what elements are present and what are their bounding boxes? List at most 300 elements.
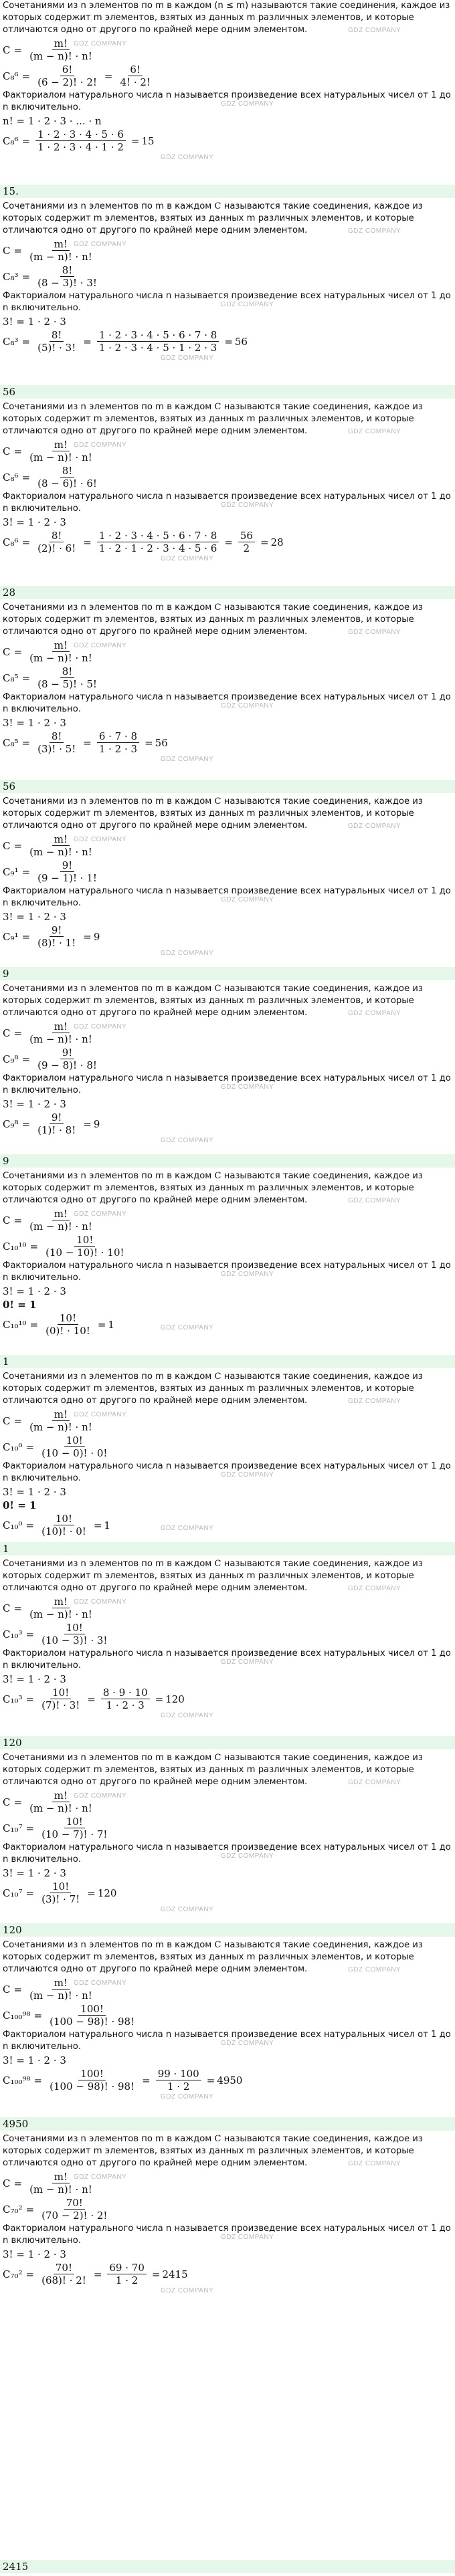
general-lhs: C xyxy=(3,2177,11,2189)
intermediate-fraction xyxy=(39,2262,88,2286)
substituted-fraction-numerator: 8! xyxy=(60,665,75,678)
result-value: 28 xyxy=(270,536,284,548)
definition-head: Сочетаниями из n элементов по m в каждом xyxy=(3,402,212,412)
final-formula xyxy=(3,1881,452,1905)
combination-symbol: C₁₀⁰ xyxy=(3,1440,23,1453)
definition-symbol: C xyxy=(211,402,224,412)
factorial-example: 3! = 1 · 2 · 3 xyxy=(3,316,66,328)
intermediate-fraction xyxy=(35,730,78,755)
intermediate-fraction xyxy=(48,2068,136,2092)
factorial-definition: Факториалом натурального числа n называется произведение всех натуральных чисел от 1 до n включительно. xyxy=(3,1261,451,1283)
zero-factorial: 0! = 1 xyxy=(3,1499,37,1511)
expanded-fraction xyxy=(97,730,139,755)
factorial-definition: Факториалом натурального числа n называется произведение всех натуральных чисел от 1 до n включительно. xyxy=(3,1073,451,1095)
equals-sign: = xyxy=(87,1693,96,1705)
substitution-formula xyxy=(3,1047,452,1071)
substituted-fraction-numerator: 10! xyxy=(64,1622,85,1634)
equals-sign: = xyxy=(21,536,31,548)
substituted-fraction-denominator: (8 − 3)! · 3! xyxy=(37,277,97,289)
watermark-logo: GDZ COMPANY xyxy=(348,1398,401,1405)
combination-symbol: C₈⁵ xyxy=(3,671,19,684)
equals-sign: = xyxy=(25,1628,35,1640)
problem-block xyxy=(0,602,455,796)
general-numerator: m! xyxy=(52,2171,70,2183)
watermark-logo: GDZ COMPANY xyxy=(221,502,274,509)
combination-symbol: C₈⁶ xyxy=(3,471,19,484)
equals-sign: = xyxy=(83,335,92,348)
answer-bar: 9 xyxy=(0,1154,455,1168)
intermediate-fraction-numerator: 10! xyxy=(50,1687,71,1699)
equals-sign: = xyxy=(83,536,92,548)
definition-head: Сочетаниями из n элементов по m в каждом xyxy=(3,201,212,211)
general-denominator: (m − n)! · n! xyxy=(29,451,92,463)
combination-symbol: C₁₀³ xyxy=(3,1628,23,1640)
equals-sign: = xyxy=(104,70,113,82)
substituted-fraction-denominator: (8 − 5)! · 5! xyxy=(37,678,97,690)
general-fraction xyxy=(27,639,94,664)
watermark-logo: GDZ COMPANY xyxy=(348,1010,401,1017)
equals-sign: = xyxy=(29,1318,39,1331)
answer-bar: 15. xyxy=(0,185,455,198)
final-formula xyxy=(3,530,452,554)
intermediate-fraction-numerator: 10! xyxy=(50,1881,71,1893)
expanded-fraction-denominator: 1 · 2 · 1 · 2 · 3 · 4 · 5 · 6 xyxy=(98,542,217,554)
definition-symbol: C xyxy=(211,796,224,807)
general-numerator: m! xyxy=(52,833,70,846)
combination-symbol: C₇₀² xyxy=(3,2268,23,2280)
factorial-example: n! = 1 · 2 · 3 · ... · n xyxy=(3,115,102,127)
intermediate-fraction xyxy=(35,329,78,354)
result-value: 120 xyxy=(97,1887,117,1899)
definition-paragraph xyxy=(3,1558,452,1594)
general-numerator: m! xyxy=(52,238,70,251)
substitution-formula xyxy=(3,465,452,490)
substituted-fraction-numerator: 10! xyxy=(64,1816,85,1828)
substituted-fraction-numerator: 6! xyxy=(60,64,75,76)
combination-symbol: C₈⁶ xyxy=(3,134,19,147)
combination-symbol: C₉¹ xyxy=(3,865,19,878)
factorial-example: 3! = 1 · 2 · 3 xyxy=(3,1098,66,1110)
watermark-logo: GDZ COMPANY xyxy=(221,2234,274,2241)
general-numerator: m! xyxy=(52,1977,70,1990)
substituted-fraction xyxy=(35,1047,99,1071)
general-numerator: m! xyxy=(52,439,70,451)
general-lhs: C xyxy=(3,1602,11,1614)
problem-block xyxy=(0,983,455,1170)
intermediate-fraction-numerator: 100! xyxy=(78,2068,106,2080)
general-numerator: m! xyxy=(52,1596,70,1608)
equals-sign: = xyxy=(97,1318,106,1331)
problem-block xyxy=(0,201,455,401)
substituted-fraction-denominator: (9 − 8)! · 8! xyxy=(37,1059,97,1071)
final-formula xyxy=(3,924,452,949)
general-fraction xyxy=(27,1021,94,1045)
equals-sign: = xyxy=(93,2268,102,2280)
equals-sign: = xyxy=(13,2177,23,2189)
watermark-logo: GDZ COMPANY xyxy=(348,1197,401,1204)
equals-sign: = xyxy=(25,1822,35,1834)
factorial-example: 3! = 1 · 2 · 3 xyxy=(3,717,66,729)
equals-sign: = xyxy=(25,1519,35,1531)
watermark-logo: GDZ COMPANY xyxy=(161,950,214,957)
general-lhs: C xyxy=(3,244,11,257)
equals-sign: = xyxy=(151,2268,161,2280)
general-lhs: C xyxy=(3,839,11,852)
general-denominator: (m − n)! · n! xyxy=(29,846,92,858)
general-fraction xyxy=(27,439,94,463)
factorial-example: 3! = 1 · 2 · 3 xyxy=(3,911,66,923)
general-denominator: (m − n)! · n! xyxy=(29,251,92,263)
definition-paragraph xyxy=(3,401,452,437)
general-numerator: m! xyxy=(52,1790,70,1802)
equals-sign: = xyxy=(83,736,92,749)
general-lhs: C xyxy=(3,445,11,457)
substituted-fraction-denominator: (8 − 6)! · 6! xyxy=(37,477,97,490)
general-denominator: (m − n)! · n! xyxy=(29,1608,92,1620)
reduced-fraction-numerator: 56 xyxy=(238,530,255,542)
result-value: 15 xyxy=(141,134,155,147)
watermark-logo: GDZ COMPANY xyxy=(221,1852,274,1860)
definition-paragraph xyxy=(3,1371,452,1407)
general-denominator: (m − n)! · n! xyxy=(29,2183,92,2195)
problem-block xyxy=(0,1939,455,2133)
general-formula xyxy=(3,639,452,664)
combination-symbol: C₈⁶ xyxy=(3,536,19,548)
combination-symbol: C₉¹ xyxy=(3,930,19,943)
equals-sign: = xyxy=(260,536,269,548)
general-formula xyxy=(3,1790,452,1814)
definition-head: Сочетаниями из n элементов по m в каждом xyxy=(3,1559,212,1569)
general-denominator: (m − n)! · n! xyxy=(29,1802,92,1814)
expanded-fraction xyxy=(107,2262,146,2286)
definition-head: Сочетаниями из n элементов по m в каждом xyxy=(3,1753,212,1763)
general-fraction xyxy=(27,1208,94,1232)
expanded-fraction-numerator: 1 · 2 · 3 · 4 · 5 · 6 xyxy=(35,128,126,141)
definition-head: Сочетаниями из n элементов по m в каждом xyxy=(3,1940,212,1950)
substitution-formula xyxy=(3,2003,452,2028)
substituted-fraction-numerator: 8! xyxy=(60,264,75,277)
intermediate-fraction xyxy=(43,1312,92,1337)
simplified-fraction-numerator: 6! xyxy=(128,64,143,76)
combination-symbol: C₁₀⁰ xyxy=(3,1519,23,1531)
intermediate-fraction-numerator: 8! xyxy=(50,329,64,342)
substituted-fraction-numerator: 10! xyxy=(74,1234,95,1247)
definition-tail: называются такие соединения, каждое из которых содержит m элементов, взятых из данных m различных элементов, и которые отличаются одно от другого по крайней мере одним элементом. xyxy=(3,984,423,1018)
watermark-logo: GDZ COMPANY xyxy=(348,1966,401,1973)
watermark-logo: GDZ COMPANY xyxy=(74,241,127,248)
combination-symbol: C₉⁸ xyxy=(3,1117,19,1130)
equals-sign: = xyxy=(83,1117,92,1130)
definition-head: Сочетаниями из n элементов по m в каждом xyxy=(3,796,212,807)
intermediate-fraction xyxy=(35,924,78,949)
result-value: 1 xyxy=(104,1519,110,1531)
definition-tail: называются такие соединения, каждое из которых содержит m элементов, взятых из данных m различных элементов, и которые отличаются одно от другого по крайней мере одним элементом. xyxy=(3,1372,423,1406)
equals-sign: = xyxy=(130,134,140,147)
result-value: 4950 xyxy=(217,2074,243,2086)
combination-symbol: C₇₀² xyxy=(3,2203,23,2216)
watermark-logo: GDZ COMPANY xyxy=(74,1023,127,1031)
combination-symbol: C₁₀₀⁹⁸ xyxy=(3,2009,31,2022)
problem-block xyxy=(0,401,455,602)
watermark-logo: GDZ COMPANY xyxy=(74,1210,127,1218)
intermediate-fraction-denominator: (3)! · 5! xyxy=(37,743,76,755)
watermark-logo: GDZ COMPANY xyxy=(74,441,127,449)
answer-bar: 28 xyxy=(0,586,455,599)
definition-tail: называются такие соединения, каждое из которых содержит m элементов, взятых из данных m различных элементов, и которые отличаются одно от другого по крайней мере одним элементом. xyxy=(3,1559,423,1593)
intermediate-fraction-numerator: 70! xyxy=(54,2262,74,2274)
watermark-logo: GDZ COMPANY xyxy=(161,1712,214,1719)
equals-sign: = xyxy=(21,70,31,82)
equals-sign: = xyxy=(206,2074,215,2086)
final-formula xyxy=(3,1312,452,1337)
reduced-fraction xyxy=(238,530,255,554)
watermark-logo: GDZ COMPANY xyxy=(348,227,401,235)
substituted-fraction-denominator: (100 − 98)! · 98! xyxy=(50,2016,135,2028)
result-value: 9 xyxy=(93,930,100,943)
intermediate-fraction-denominator: (2)! · 6! xyxy=(37,542,76,554)
watermark-logo: GDZ COMPANY xyxy=(221,100,274,108)
watermark-logo: GDZ COMPANY xyxy=(221,1271,274,1278)
equals-sign: = xyxy=(13,1414,23,1427)
answer-bar: 9 xyxy=(0,967,455,980)
factorial-definition: Факториалом натурального числа n называется произведение всех натуральных чисел от 1 до n включительно. xyxy=(3,1461,451,1483)
combination-symbol: C₁₀¹⁰ xyxy=(3,1318,27,1331)
expanded-fraction-denominator: 1 · 2 · 3 · 4 · 1 · 2 xyxy=(37,141,124,153)
problem-block xyxy=(0,0,455,201)
result-value: 1 xyxy=(108,1318,114,1331)
expanded-fraction-numerator: 1 · 2 · 3 · 4 · 5 · 6 · 7 · 8 xyxy=(97,530,219,542)
substituted-fraction xyxy=(35,64,99,88)
general-formula xyxy=(3,439,452,463)
general-denominator: (m − n)! · n! xyxy=(29,1220,92,1232)
general-formula xyxy=(3,1208,452,1232)
general-lhs: C xyxy=(3,1414,11,1427)
definition-tail: называются такие соединения, каждое из которых содержит m элементов, взятых из данных m различных элементов, и которые отличаются одно от другого по крайней мере одним элементом. xyxy=(3,603,423,637)
equals-sign: = xyxy=(21,930,31,943)
general-fraction xyxy=(27,238,94,263)
substituted-fraction-denominator: (10 − 7)! · 7! xyxy=(41,1828,108,1840)
simplified-fraction-denominator: 4! · 2! xyxy=(120,76,151,88)
substitution-formula xyxy=(3,64,452,88)
substitution-formula xyxy=(3,1622,452,1646)
expanded-fraction-numerator: 1 · 2 · 3 · 4 · 5 · 6 · 7 · 8 xyxy=(97,329,219,342)
problem-block xyxy=(0,1170,455,1371)
definition-paragraph xyxy=(3,602,452,638)
expanded-fraction xyxy=(156,2068,201,2092)
substituted-fraction-numerator: 9! xyxy=(60,859,75,872)
general-formula xyxy=(3,238,452,263)
general-lhs: C xyxy=(3,645,11,658)
combination-symbol: C₈³ xyxy=(3,335,19,348)
expanded-fraction xyxy=(101,1687,150,1711)
final-formula xyxy=(3,1513,452,1537)
answer-bar: 120 xyxy=(0,1923,455,1937)
expanded-fraction-denominator: 1 · 2 · 3 · 4 · 5 · 1 · 2 · 3 xyxy=(98,342,217,354)
substituted-fraction-denominator: (6 − 2)! · 2! xyxy=(37,76,97,88)
equals-sign: = xyxy=(21,1053,31,1065)
final-formula xyxy=(3,1687,452,1711)
definition-paragraph xyxy=(3,1170,452,1206)
intermediate-fraction xyxy=(35,1111,78,1136)
general-numerator: m! xyxy=(52,1408,70,1421)
result-value: 9 xyxy=(93,1117,100,1130)
answer-bar: 1 xyxy=(0,1542,455,1555)
substituted-fraction-denominator: (10 − 3)! · 3! xyxy=(41,1634,108,1646)
factorial-example: 3! = 1 · 2 · 3 xyxy=(3,1673,66,1685)
definition-tail: называются такие соединения, каждое из которых содержит m элементов, взятых из данных m различных элементов, и которые отличаются одно от другого по крайней мере одним элементом. xyxy=(3,201,423,235)
equals-sign: = xyxy=(13,1214,23,1226)
definition-symbol: C xyxy=(211,1372,224,1382)
factorial-definition: Факториалом натурального числа n называется произведение всех натуральных чисел от 1 до n включительно. xyxy=(3,1842,451,1864)
watermark-logo: GDZ COMPANY xyxy=(74,1598,127,1606)
equals-sign: = xyxy=(13,244,23,257)
watermark-logo: GDZ COMPANY xyxy=(161,756,214,763)
substituted-fraction xyxy=(39,2197,109,2222)
result-value: 56 xyxy=(234,335,248,348)
substitution-formula xyxy=(3,859,452,884)
watermark-logo: GDZ COMPANY xyxy=(221,1658,274,1666)
substituted-fraction xyxy=(35,264,99,289)
substituted-fraction xyxy=(39,1816,109,1840)
general-lhs: C xyxy=(3,1796,11,1808)
factorial-definition: Факториалом натурального числа n называется произведение всех натуральных чисел от 1 до n включительно. xyxy=(3,2030,451,2052)
intermediate-fraction-denominator: (3)! · 7! xyxy=(41,1893,80,1905)
combination-symbol: C₁₀⁷ xyxy=(3,1887,23,1899)
general-numerator: m! xyxy=(52,1208,70,1220)
substituted-fraction xyxy=(35,665,99,690)
equals-sign: = xyxy=(29,1240,39,1253)
general-denominator: (m − n)! · n! xyxy=(29,1990,92,2002)
definition-tail: называются такие соединения, каждое из которых содержит m элементов, взятых из данных m различных элементов, и которые отличаются одно от другого по крайней мере одним элементом. xyxy=(3,402,423,436)
watermark-logo: GDZ COMPANY xyxy=(74,1979,127,1987)
watermark-logo: GDZ COMPANY xyxy=(221,702,274,710)
substituted-fraction-denominator: (70 − 2)! · 2! xyxy=(41,2210,108,2222)
expanded-fraction xyxy=(97,329,219,354)
intermediate-fraction xyxy=(39,1881,82,1905)
definition-tail: называются такие соединения, каждое из которых содержит m элементов, взятых из данных m различных элементов, и которые отличаются одно от другого по крайней мере одним элементом. xyxy=(3,1753,423,1787)
general-formula xyxy=(3,37,452,62)
factorial-definition: Факториалом натурального числа n называется произведение всех натуральных чисел от 1 до n включительно. xyxy=(3,492,451,514)
definition-symbol: C xyxy=(211,1753,224,1763)
equals-sign: = xyxy=(21,335,31,348)
expanded-fraction-denominator: 1 · 2 xyxy=(115,2274,139,2286)
definition-paragraph xyxy=(3,1752,452,1788)
substitution-formula xyxy=(3,2197,452,2222)
general-fraction xyxy=(27,1977,94,2002)
definition-paragraph xyxy=(3,1939,452,1975)
intermediate-fraction-numerator: 9! xyxy=(50,1111,64,1124)
definition-tail: называются такие соединения, каждое из которых содержит m элементов, взятых из данных m различных элементов, и которые отличаются одно от другого по крайней мере одним элементом. xyxy=(3,1,450,35)
combination-symbol: C₁₀₀⁹⁸ xyxy=(3,2074,31,2086)
equals-sign: = xyxy=(33,2074,43,2086)
watermark-logo: GDZ COMPANY xyxy=(221,1471,274,1479)
general-formula xyxy=(3,1021,452,1045)
intermediate-fraction-numerator: 10! xyxy=(58,1312,78,1325)
definition-symbol: C xyxy=(211,1171,224,1181)
intermediate-fraction-denominator: (100 − 98)! · 98! xyxy=(50,2080,135,2092)
intermediate-fraction-denominator: (0)! · 10! xyxy=(46,1325,90,1337)
watermark-logo: GDZ COMPANY xyxy=(161,1324,214,1331)
equals-sign: = xyxy=(13,645,23,658)
general-fraction xyxy=(27,1408,94,1433)
intermediate-fraction-numerator: 9! xyxy=(50,924,64,937)
definition-head: Сочетаниями из n элементов по m в каждом xyxy=(3,603,212,613)
general-formula xyxy=(3,1408,452,1433)
equals-sign: = xyxy=(33,2009,43,2022)
equals-sign: = xyxy=(25,2203,35,2216)
general-lhs: C xyxy=(3,1214,11,1226)
factorial-example: 3! = 1 · 2 · 3 xyxy=(3,2054,66,2066)
watermark-logo: GDZ COMPANY xyxy=(161,2093,214,2101)
combination-symbol: C₁₀¹⁰ xyxy=(3,1240,27,1253)
general-lhs: C xyxy=(3,43,11,56)
definition-head: Сочетаниями из n элементов по m в каждом xyxy=(3,1,212,11)
watermark-logo: GDZ COMPANY xyxy=(221,2040,274,2047)
problem-block xyxy=(0,1752,455,1939)
equals-sign: = xyxy=(25,2268,35,2280)
factorial-definition: Факториалом натурального числа n называется произведение всех натуральных чисел от 1 до n включительно. xyxy=(3,2224,451,2246)
final-formula xyxy=(3,2262,452,2286)
watermark-logo: GDZ COMPANY xyxy=(348,428,401,435)
intermediate-fraction-denominator: (1)! · 8! xyxy=(37,1124,76,1136)
intermediate-fraction xyxy=(39,1687,82,1711)
equals-sign: = xyxy=(13,1796,23,1808)
definition-head: Сочетаниями из n элементов по m в каждом xyxy=(3,1372,212,1382)
final-formula xyxy=(3,329,452,354)
problem-block xyxy=(0,796,455,983)
watermark-logo: GDZ COMPANY xyxy=(74,2173,127,2181)
substitution-formula xyxy=(3,665,452,690)
expanded-fraction xyxy=(97,530,219,554)
equals-sign: = xyxy=(25,1693,35,1705)
equals-sign: = xyxy=(21,1117,31,1130)
expanded-fraction xyxy=(35,128,126,153)
equals-sign: = xyxy=(224,536,233,548)
intermediate-fraction-denominator: (5)! · 3! xyxy=(37,342,76,354)
general-numerator: m! xyxy=(52,639,70,652)
final-formula xyxy=(3,1111,452,1136)
intermediate-fraction-numerator: 10! xyxy=(54,1513,74,1525)
answer-bar: 1 xyxy=(0,1355,455,1368)
zero-factorial: 0! = 1 xyxy=(3,1299,37,1311)
watermark-logo: GDZ COMPANY xyxy=(221,301,274,308)
equals-sign: = xyxy=(145,736,153,749)
general-lhs: C xyxy=(3,1027,11,1039)
substituted-fraction-numerator: 10! xyxy=(64,1434,85,1447)
equals-sign: = xyxy=(224,335,233,348)
equals-sign: = xyxy=(21,270,31,283)
definition-symbol: C xyxy=(211,1940,224,1950)
definition-tail: называются такие соединения, каждое из которых содержит m элементов, взятых из данных m различных элементов, и которые отличаются одно от другого по крайней мере одним элементом. xyxy=(3,2134,423,2168)
answer-bar: 56 xyxy=(0,385,455,399)
factorial-example: 3! = 1 · 2 · 3 xyxy=(3,1486,66,1498)
general-denominator: (m − n)! · n! xyxy=(29,652,92,664)
equals-sign: = xyxy=(13,445,23,457)
definition-paragraph xyxy=(3,796,452,832)
substituted-fraction xyxy=(43,1234,126,1259)
equals-sign: = xyxy=(21,736,31,749)
watermark-logo: GDZ COMPANY xyxy=(74,1411,127,1418)
general-numerator: m! xyxy=(52,37,70,50)
intermediate-fraction-denominator: (7)! · 3! xyxy=(41,1699,80,1711)
final-formula xyxy=(3,730,452,755)
general-fraction xyxy=(27,1790,94,1814)
general-denominator: (m − n)! · n! xyxy=(29,1421,92,1433)
watermark-logo: GDZ COMPANY xyxy=(161,1525,214,1532)
substituted-fraction xyxy=(35,465,99,490)
watermark-logo: GDZ COMPANY xyxy=(161,555,214,562)
watermark-logo: GDZ COMPANY xyxy=(74,642,127,649)
